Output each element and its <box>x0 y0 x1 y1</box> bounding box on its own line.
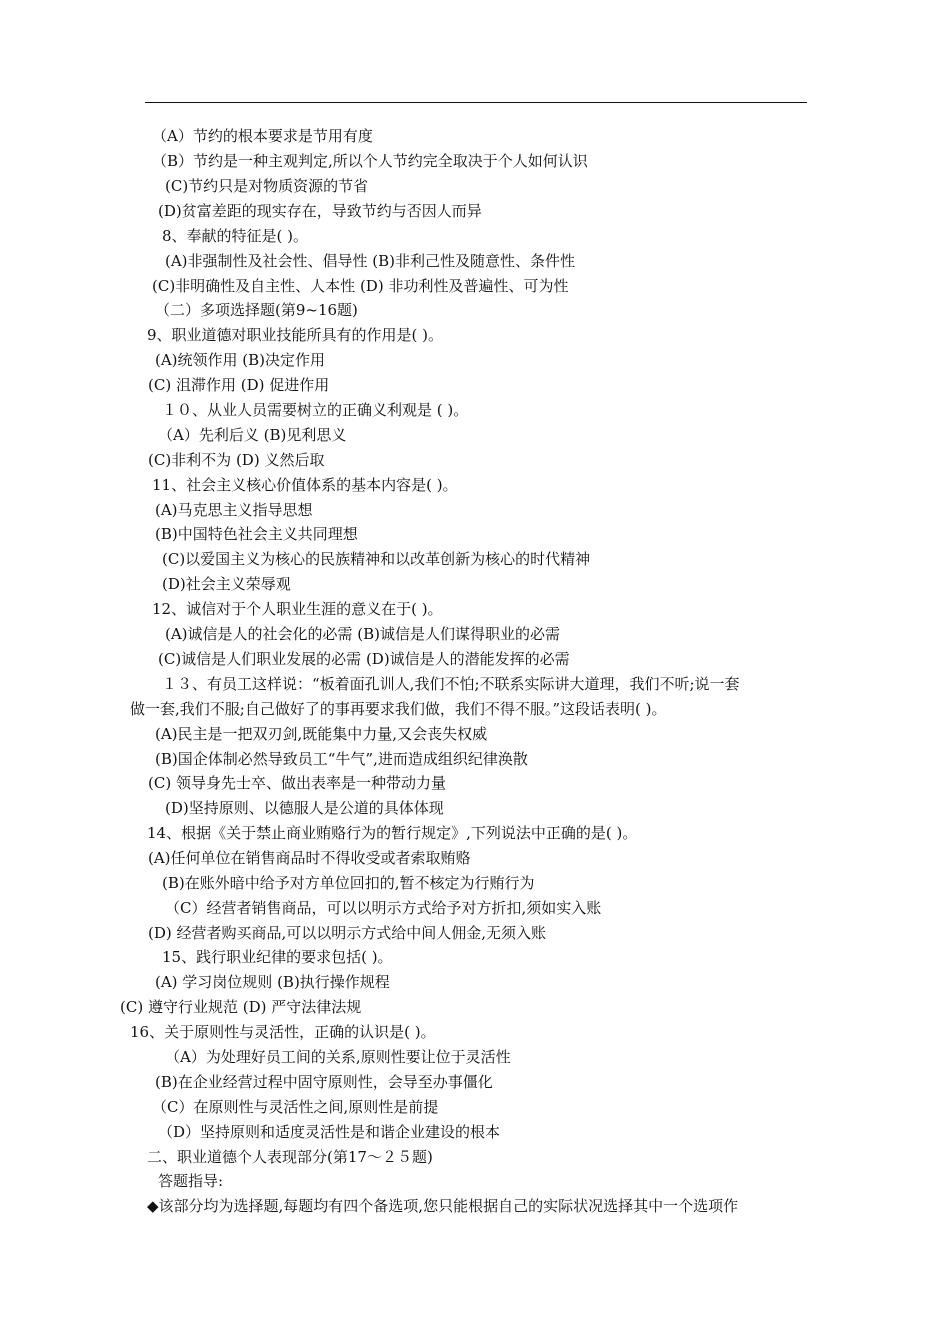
option-line: （C）经营者销售商品，可以以明示方式给予对方折扣,须如实入账 <box>165 899 602 917</box>
option-line: (D)社会主义荣辱观 <box>162 575 291 593</box>
question-line: 8、奉献的特征是( )。 <box>162 227 309 245</box>
option-line: （A）先利后义 (B)见利思义 <box>158 426 347 444</box>
instruction-heading: 答题指导: <box>158 1172 224 1190</box>
question-line: 12、诚信对于个人职业生涯的意义在于( )。 <box>152 600 443 618</box>
option-line: (A)统领作用 (B)决定作用 <box>155 351 326 369</box>
question-line: 做一套,我们不服;自己做好了的事再要求我们做，我们不得不服。”这段话表明( )。 <box>130 700 667 718</box>
option-line: (C)非明确性及自主性、人本性 (D) 非功利性及普遍性、可为性 <box>152 277 569 295</box>
question-line: 14、根据《关于禁止商业贿赂行为的暂行规定》,下列说法中正确的是( )。 <box>147 824 638 842</box>
option-line: (A)非强制性及社会性、倡导性 (B)非利己性及随意性、条件性 <box>165 252 576 270</box>
option-line: (C)诚信是人们职业发展的必需 (D)诚信是人的潜能发挥的必需 <box>158 650 570 668</box>
section-heading: 二、职业道德个人表现部分(第17～２５题) <box>147 1148 433 1166</box>
question-line: 15、践行职业纪律的要求包括( )。 <box>162 948 393 966</box>
option-line: (C) 沮滞作用 (D) 促进作用 <box>148 376 330 394</box>
instruction-line: ◆该部分均为选择题,每题均有四个备选项,您只能根据自己的实际状况选择其中一个选项作 <box>147 1197 739 1215</box>
option-line: (A)诚信是人的社会化的必需 (B)诚信是人们谋得职业的必需 <box>165 625 561 643</box>
option-line: (D) 经营者购买商品,可以以明示方式给中间人佣金,无须入账 <box>148 924 547 942</box>
question-line: １０、从业人员需要树立的正确义利观是 ( )。 <box>162 401 469 419</box>
option-line: (A)民主是一把双刃剑,既能集中力量,又会丧失权威 <box>155 725 488 743</box>
question-line: 16、关于原则性与灵活性，正确的认识是( )。 <box>130 1023 436 1041</box>
option-line: (D)贫富差距的现实存在，导致节约与否因人而异 <box>158 202 482 220</box>
option-line: （D）坚持原则和适度灵活性是和谐企业建设的根本 <box>158 1123 501 1141</box>
option-line: （C）在原则性与灵活性之间,原则性是前提 <box>152 1098 439 1116</box>
option-line: (B)在企业经营过程中固守原则性，会导至办事僵化 <box>155 1073 493 1091</box>
option-line: (C)以爱国主义为核心的民族精神和以改革创新为核心的时代精神 <box>162 550 591 568</box>
option-line: (C)非利不为 (D) 义然后取 <box>148 451 325 469</box>
option-line: （B）节约是一种主观判定,所以个人节约完全取决于个人如何认识 <box>152 152 588 170</box>
option-line: (C)节约只是对物质资源的节省 <box>165 177 369 195</box>
question-line: 9、职业道德对职业技能所具有的作用是( )。 <box>147 326 444 344</box>
question-line: １３、有员工这样说：“板着面孔训人,我们不怕;不联系实际讲大道理，我们不听;说一套 <box>162 675 740 693</box>
header-rule <box>145 102 807 103</box>
section-heading: （二）多项选择题(第9~16题) <box>155 301 358 319</box>
option-line: (A)任何单位在销售商品时不得收受或者索取贿赂 <box>148 849 471 867</box>
option-line: (B)在账外暗中给予对方单位回扣的,暂不核定为行贿行为 <box>162 874 535 892</box>
option-line: (A)马克思主义指导思想 <box>155 501 313 519</box>
question-line: 11、社会主义核心价值体系的基本内容是( )。 <box>152 476 458 494</box>
option-line: (B)国企体制必然导致员工“牛气”,进而造成组织纪律涣散 <box>155 750 528 768</box>
option-line: (A) 学习岗位规则 (B)执行操作规程 <box>155 973 390 991</box>
option-line: (B)中国特色社会主义共同理想 <box>155 525 358 543</box>
option-line: (D)坚持原则、以德服人是公道的具体体现 <box>165 799 444 817</box>
option-line: （A）节约的根本要求是节用有度 <box>152 127 373 145</box>
option-line: (C) 遵守行业规范 (D) 严守法律法规 <box>120 998 362 1016</box>
option-line: （A）为处理好员工间的关系,原则性要让位于灵活性 <box>165 1048 511 1066</box>
option-line: (C) 领导身先士卒、做出表率是一种带动力量 <box>148 774 446 792</box>
